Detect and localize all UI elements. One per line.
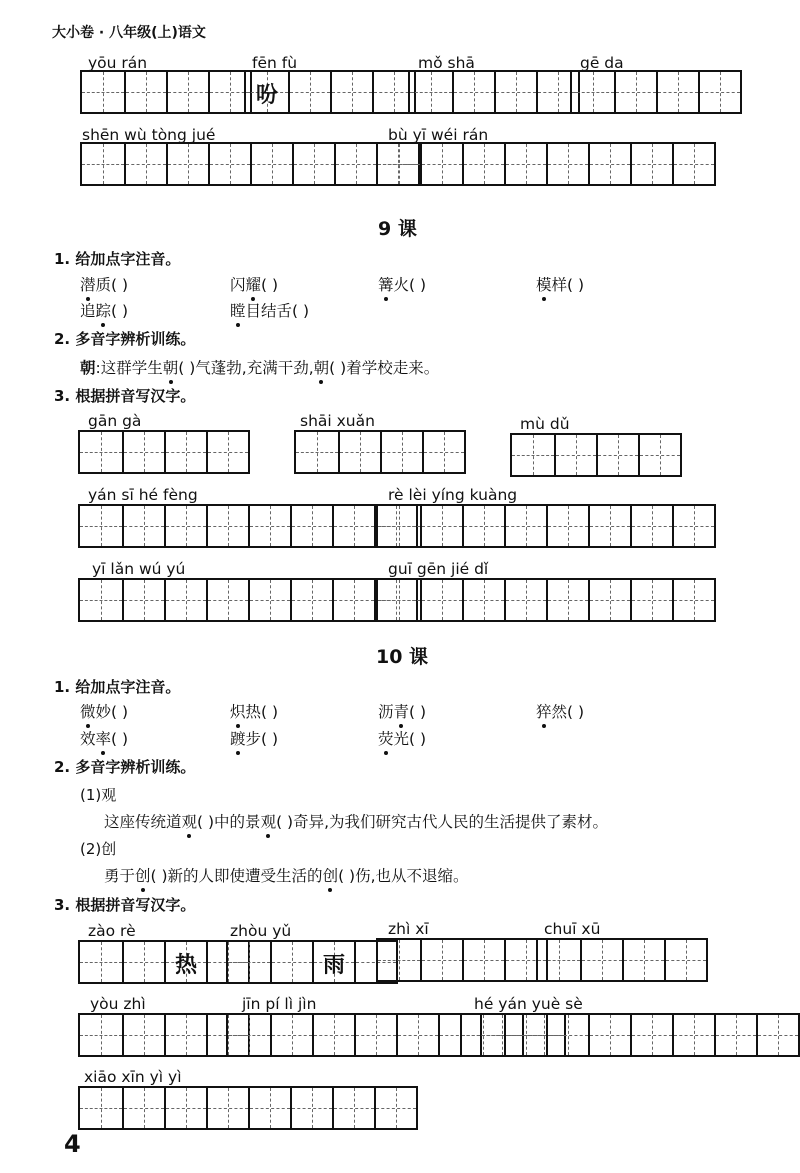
grid-cell[interactable]	[672, 1015, 714, 1055]
dotted-char: 篝	[378, 273, 394, 295]
grid-cell[interactable]	[80, 1015, 122, 1055]
pinyin-label: xiāo xīn yì yì	[84, 1068, 182, 1086]
grid-cell[interactable]	[380, 432, 422, 472]
grid-cell[interactable]	[630, 1015, 672, 1055]
grid-cell[interactable]	[698, 72, 740, 112]
grid-cell[interactable]	[330, 72, 372, 112]
grid-cell[interactable]	[494, 72, 536, 112]
subquestion-label: (2)创	[80, 840, 117, 858]
char-grid[interactable]	[294, 430, 466, 474]
grid-cell[interactable]	[630, 144, 672, 184]
dotted-char: 朝	[163, 356, 179, 378]
char-grid[interactable]	[80, 70, 252, 114]
grid-cell[interactable]	[378, 144, 420, 184]
grid-cell[interactable]	[756, 1015, 798, 1055]
dotted-char: 荧	[378, 727, 394, 749]
pinyin-label: yán sī hé fèng	[88, 486, 198, 504]
grid-cell[interactable]	[614, 72, 656, 112]
char-grid[interactable]	[376, 504, 716, 548]
char-grid[interactable]	[78, 430, 250, 474]
grid-cell[interactable]	[588, 144, 630, 184]
question-title: 1. 给加点字注音。	[54, 250, 181, 268]
grid-cell[interactable]	[166, 72, 208, 112]
grid-cell[interactable]	[420, 506, 462, 546]
question-title: 3. 根据拼音写汉字。	[54, 387, 196, 405]
dotted-char: 观	[182, 810, 198, 832]
grid-cell[interactable]	[80, 580, 122, 620]
grid-cell[interactable]	[296, 432, 338, 472]
grid-cell[interactable]	[554, 435, 596, 475]
grid-cell[interactable]	[248, 1088, 290, 1128]
grid-cell[interactable]	[462, 580, 504, 620]
grid-cell[interactable]	[664, 940, 706, 980]
grid-cell[interactable]	[290, 580, 332, 620]
dotted-char: 潜	[80, 273, 96, 295]
phonetic-item: 篝火( )	[378, 273, 426, 295]
lesson-title: 9 课	[378, 218, 417, 240]
pinyin-label: chuī xū	[544, 920, 601, 938]
grid-cell[interactable]	[164, 1088, 206, 1128]
book-header: 大小卷 · 八年级(上)语文	[52, 25, 206, 41]
grid-cell[interactable]	[122, 432, 164, 472]
pinyin-label: yī lǎn wú yú	[92, 560, 186, 578]
grid-cell[interactable]	[290, 506, 332, 546]
pinyin-label: shāi xuǎn	[300, 412, 375, 430]
char-grid[interactable]	[78, 1086, 418, 1130]
char-grid[interactable]	[78, 940, 250, 984]
grid-cell[interactable]	[248, 506, 290, 546]
grid-cell[interactable]	[462, 144, 504, 184]
char-grid[interactable]	[244, 70, 416, 114]
grid-cell[interactable]	[572, 72, 614, 112]
grid-cell[interactable]	[312, 942, 354, 982]
grid-cell[interactable]	[378, 506, 420, 546]
grid-cell[interactable]	[546, 144, 588, 184]
dotted-char: 青	[394, 700, 410, 722]
grid-cell[interactable]	[80, 506, 122, 546]
grid-cell[interactable]	[420, 580, 462, 620]
polyphone-sentence: 这座传统道观( )中的景观( )奇异,为我们研究古代人民的生活提供了素材。	[104, 810, 608, 832]
subquestion-label: (1)观	[80, 786, 117, 804]
grid-cell[interactable]	[270, 942, 312, 982]
pinyin-label: fēn fù	[252, 54, 298, 72]
page-number: 4	[64, 1130, 81, 1158]
grid-cell[interactable]	[338, 432, 380, 472]
pinyin-label: zhòu yǔ	[230, 922, 292, 940]
char-grid[interactable]	[408, 70, 580, 114]
question-title: 2. 多音字辨析训练。	[54, 758, 196, 776]
dotted-char: 瞠	[230, 299, 246, 321]
phonetic-item: 潜质( )	[80, 273, 128, 295]
prefilled-char: 热	[174, 952, 197, 978]
char-grid[interactable]	[510, 433, 682, 477]
pinyin-label: zào rè	[88, 922, 136, 940]
grid-cell[interactable]	[80, 1088, 122, 1128]
grid-cell[interactable]	[164, 580, 206, 620]
polyphone-sentence: 勇于创( )新的人即使遭受生活的创( )伤,也从不退缩。	[104, 864, 469, 886]
grid-cell[interactable]	[124, 72, 166, 112]
grid-cell[interactable]	[124, 144, 166, 184]
pinyin-label: mǒ shā	[418, 54, 475, 72]
grid-cell[interactable]	[396, 1015, 438, 1055]
polyphone-sentence: 朝:这群学生朝( )气蓬勃,充满干劲,朝( )着学校走来。	[80, 356, 439, 378]
grid-cell[interactable]	[672, 144, 714, 184]
dotted-char: 创	[323, 864, 339, 886]
grid-cell[interactable]	[410, 72, 452, 112]
pinyin-label: gē da	[580, 54, 624, 72]
grid-cell[interactable]	[378, 940, 420, 980]
dotted-char: 观	[261, 810, 277, 832]
grid-cell[interactable]	[292, 144, 334, 184]
lesson-title: 10 课	[376, 646, 429, 668]
phonetic-item: 瞠目结舌( )	[230, 299, 309, 321]
grid-cell[interactable]	[80, 432, 122, 472]
dotted-char: 微	[80, 700, 96, 722]
grid-cell[interactable]	[332, 1088, 374, 1128]
char-grid[interactable]	[570, 70, 742, 114]
grid-cell[interactable]	[164, 506, 206, 546]
grid-cell[interactable]	[334, 144, 376, 184]
grid-cell[interactable]	[374, 1088, 416, 1128]
char-grid[interactable]	[226, 940, 398, 984]
char-grid[interactable]	[78, 504, 418, 548]
grid-cell[interactable]	[164, 432, 206, 472]
grid-cell[interactable]	[80, 942, 122, 982]
grid-cell[interactable]	[622, 940, 664, 980]
grid-cell[interactable]	[630, 506, 672, 546]
grid-cell[interactable]	[248, 580, 290, 620]
grid-cell[interactable]	[462, 940, 504, 980]
question-title: 2. 多音字辨析训练。	[54, 330, 196, 348]
dotted-char: 猝	[536, 700, 552, 722]
grid-cell[interactable]	[588, 1015, 630, 1055]
dotted-char: 朝	[314, 356, 330, 378]
phonetic-item: 追踪( )	[80, 299, 128, 321]
grid-cell[interactable]	[122, 506, 164, 546]
pinyin-label: shēn wù tòng jué	[82, 126, 216, 144]
phonetic-item: 荧光( )	[378, 727, 426, 749]
grid-cell[interactable]	[672, 506, 714, 546]
grid-cell[interactable]	[588, 580, 630, 620]
grid-cell[interactable]	[228, 1015, 270, 1055]
grid-cell[interactable]	[206, 580, 248, 620]
grid-cell[interactable]	[420, 940, 462, 980]
grid-cell[interactable]	[630, 580, 672, 620]
pinyin-label: zhì xī	[388, 920, 429, 938]
grid-cell[interactable]	[290, 1088, 332, 1128]
char-grid[interactable]	[80, 142, 420, 186]
grid-cell[interactable]	[452, 72, 494, 112]
grid-cell[interactable]	[208, 144, 250, 184]
grid-cell[interactable]	[672, 580, 714, 620]
dotted-char: 耀	[246, 273, 262, 295]
prefilled-char: 吩	[255, 82, 278, 108]
dotted-char: 创	[135, 864, 151, 886]
dotted-char: 踱	[230, 727, 246, 749]
dotted-char: 模	[536, 273, 552, 295]
char-grid[interactable]	[460, 1013, 800, 1057]
grid-cell[interactable]	[122, 580, 164, 620]
char-grid[interactable]	[78, 1013, 250, 1057]
pinyin-label: gān gà	[88, 412, 142, 430]
phonetic-item: 踱步( )	[230, 727, 278, 749]
grid-cell[interactable]	[596, 435, 638, 475]
grid-cell[interactable]	[538, 940, 580, 980]
grid-cell[interactable]	[656, 72, 698, 112]
grid-cell[interactable]	[462, 506, 504, 546]
dotted-char: 踪	[96, 299, 112, 321]
pinyin-label: rè lèi yíng kuàng	[388, 486, 518, 504]
grid-cell[interactable]	[546, 506, 588, 546]
grid-cell[interactable]	[588, 506, 630, 546]
grid-cell[interactable]	[332, 506, 374, 546]
pinyin-label: bù yī wéi rán	[388, 126, 489, 144]
pinyin-label: yòu zhì	[90, 995, 146, 1013]
grid-cell[interactable]	[246, 72, 288, 112]
phonetic-item: 效率( )	[80, 727, 128, 749]
grid-cell[interactable]	[288, 72, 330, 112]
pinyin-label: mù dǔ	[520, 415, 570, 433]
grid-cell[interactable]	[206, 506, 248, 546]
grid-cell[interactable]	[206, 432, 248, 472]
grid-cell[interactable]	[122, 942, 164, 982]
question-title: 1. 给加点字注音。	[54, 678, 181, 696]
grid-cell[interactable]	[122, 1015, 164, 1055]
phonetic-item: 猝然( )	[536, 700, 584, 722]
question-title: 3. 根据拼音写汉字。	[54, 896, 196, 914]
phonetic-item: 炽热( )	[230, 700, 278, 722]
grid-cell[interactable]	[420, 144, 462, 184]
grid-cell[interactable]	[462, 1015, 504, 1055]
char-grid[interactable]	[376, 142, 716, 186]
grid-cell[interactable]	[546, 1015, 588, 1055]
grid-cell[interactable]	[714, 1015, 756, 1055]
grid-cell[interactable]	[82, 72, 124, 112]
grid-cell[interactable]	[270, 1015, 312, 1055]
phonetic-item: 微妙( )	[80, 700, 128, 722]
pinyin-label: hé yán yuè sè	[474, 995, 583, 1013]
dotted-char: 率	[96, 727, 112, 749]
phonetic-item: 模样( )	[536, 273, 584, 295]
phonetic-item: 沥青( )	[378, 700, 426, 722]
dotted-char: 炽	[230, 700, 246, 722]
char-grid[interactable]	[536, 938, 708, 982]
grid-cell[interactable]	[250, 144, 292, 184]
phonetic-item: 闪耀( )	[230, 273, 278, 295]
grid-cell[interactable]	[422, 432, 464, 472]
char-grid[interactable]	[376, 938, 548, 982]
pinyin-label: yōu rán	[88, 54, 148, 72]
grid-cell[interactable]	[512, 435, 554, 475]
grid-cell[interactable]	[546, 580, 588, 620]
char-grid[interactable]	[78, 578, 418, 622]
grid-cell[interactable]	[504, 1015, 546, 1055]
grid-cell[interactable]	[504, 506, 546, 546]
char-grid[interactable]	[376, 578, 716, 622]
grid-cell[interactable]	[580, 940, 622, 980]
prefilled-char: 雨	[322, 952, 345, 978]
pinyin-label: jīn pí lì jìn	[242, 995, 317, 1013]
grid-cell[interactable]	[164, 1015, 206, 1055]
grid-cell[interactable]	[504, 580, 546, 620]
grid-cell[interactable]	[504, 144, 546, 184]
pinyin-label: guī gēn jié dǐ	[388, 560, 489, 578]
grid-cell[interactable]	[206, 1088, 248, 1128]
grid-cell[interactable]	[312, 1015, 354, 1055]
grid-cell[interactable]	[638, 435, 680, 475]
grid-cell[interactable]	[122, 1088, 164, 1128]
grid-cell[interactable]	[378, 580, 420, 620]
grid-cell[interactable]	[164, 942, 206, 982]
grid-cell[interactable]	[82, 144, 124, 184]
grid-cell[interactable]	[332, 580, 374, 620]
grid-cell[interactable]	[354, 1015, 396, 1055]
grid-cell[interactable]	[166, 144, 208, 184]
grid-cell[interactable]	[228, 942, 270, 982]
